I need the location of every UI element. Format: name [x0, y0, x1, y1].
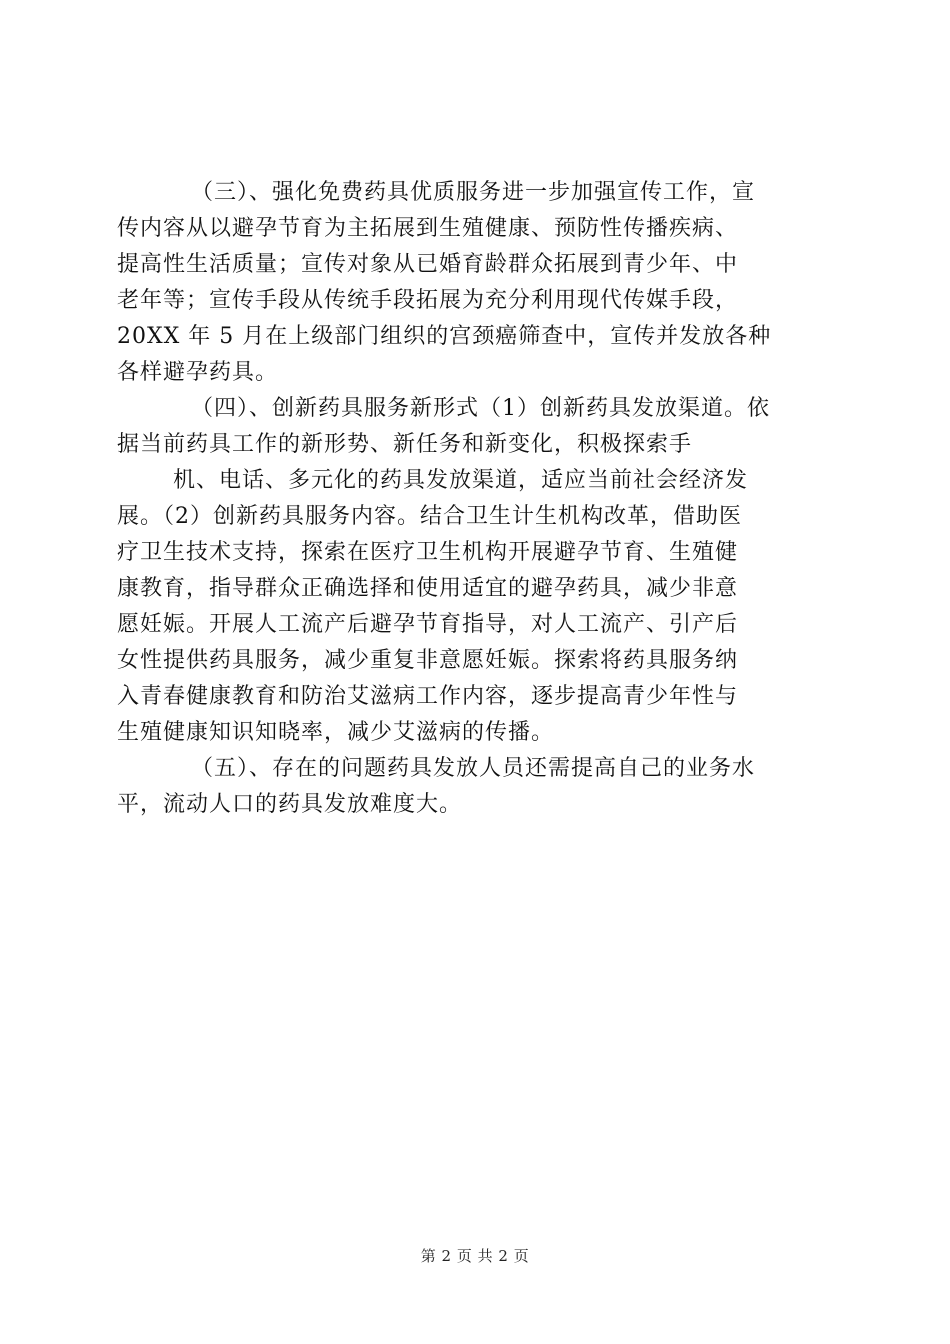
- text-line: 平，流动人口的药具发放难度大。: [117, 792, 463, 817]
- text-line: （五）、存在的问题药具发放人员还需提高自己的业务水: [191, 756, 756, 781]
- text-line: 生殖健康知识知晓率，减少艾滋病的传播。: [117, 720, 555, 745]
- text-line: 疗卫生技术支持，探索在医疗卫生机构开展避孕节育、生殖健: [117, 540, 739, 565]
- text-line: 各样避孕药具。: [117, 360, 279, 385]
- text-line: 康教育，指导群众正确选择和使用适宜的避孕药具，减少非意: [117, 576, 739, 601]
- text-line: 女性提供药具服务，减少重复非意愿妊娠。探索将药具服务纳: [117, 648, 739, 673]
- text-line: （三）、强化免费药具优质服务进一步加强宣传工作，宣: [191, 180, 756, 205]
- text-line: 机、电话、多元化的药具发放渠道，适应当前社会经济发: [173, 468, 749, 493]
- text-line: 传内容从以避孕节育为主拓展到生殖健康、预防性传播疾病、: [117, 216, 739, 241]
- page-footer: 第 2 页 共 2 页: [420, 1247, 530, 1265]
- text-line: 老年等；宣传手段从传统手段拓展为充分利用现代传媒手段，: [117, 288, 739, 313]
- text-line: 入青春健康教育和防治艾滋病工作内容，逐步提高青少年性与: [117, 684, 739, 709]
- text-line: 提高性生活质量；宣传对象从已婚育龄群众拓展到青少年、中: [117, 252, 739, 277]
- text-line: 20XX 年 5 月在上级部门组织的宫颈癌筛查中，宣传并发放各种: [117, 324, 772, 349]
- text-line: 愿妊娠。开展人工流产后避孕节育指导，对人工流产、引产后: [117, 612, 739, 637]
- text-line: 展。（2）创新药具服务内容。结合卫生计生机构改革，借助医: [117, 504, 742, 529]
- text-line: 据当前药具工作的新形势、新任务和新变化，积极探索手: [117, 432, 693, 457]
- text-line: （四）、创新药具服务新形式（1）创新药具发放渠道。依: [191, 396, 770, 421]
